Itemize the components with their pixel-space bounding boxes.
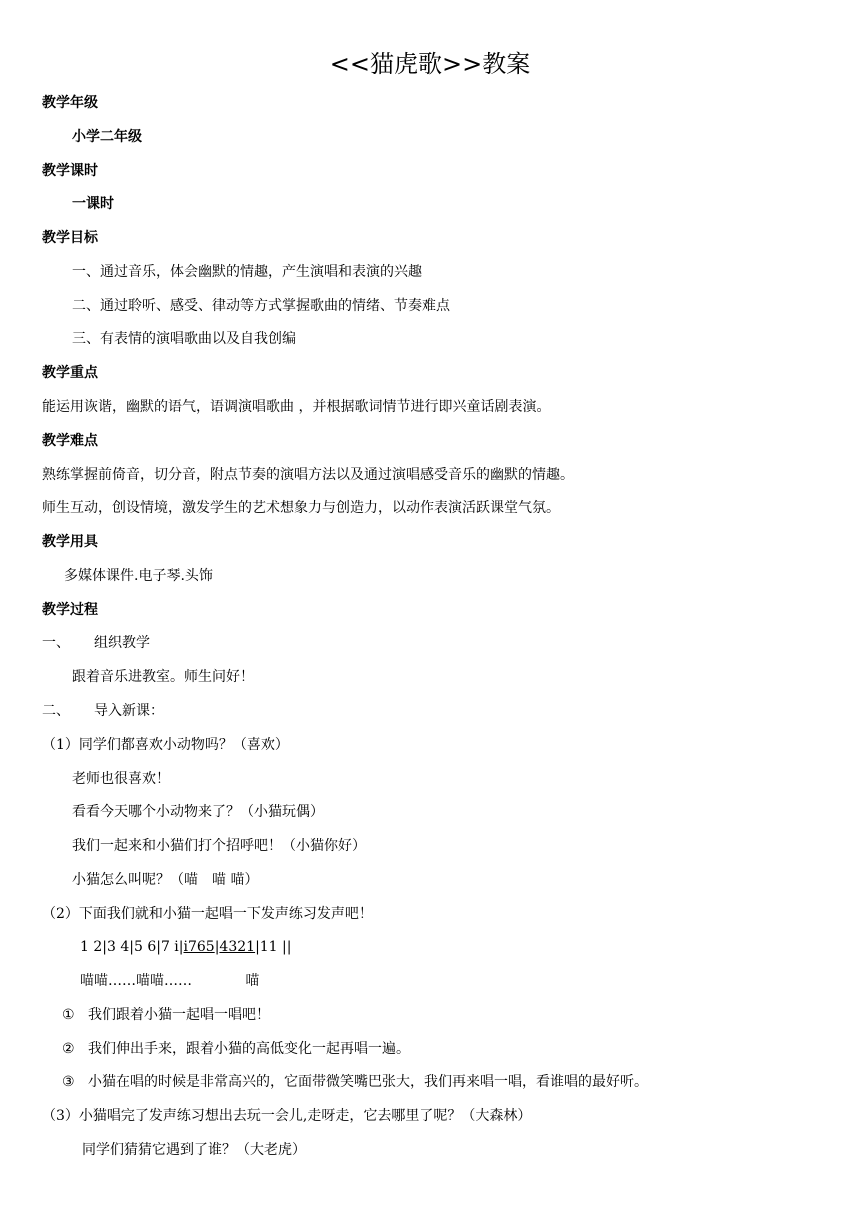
document-title: <<猫虎歌>>教案 bbox=[329, 50, 531, 78]
notation-part: 1 2|3 4|5 6|7 i| bbox=[80, 939, 184, 955]
step-label: 导入新课： bbox=[94, 703, 164, 719]
dialogue-line: 小猫怎么叫呢？（喵 喵 喵） bbox=[72, 872, 259, 888]
goals-heading: 教学目标 bbox=[42, 230, 98, 246]
goal-item: 二、通过聆听、感受、律动等方式掌握歌曲的情绪、节奏难点 bbox=[72, 298, 450, 314]
question-3: （3）小猫唱完了发声练习想出去玩一会儿,走呀走，它去哪里了呢？（大森林） bbox=[42, 1108, 532, 1124]
step-label: 组织教学 bbox=[94, 635, 150, 651]
grade-value: 小学二年级 bbox=[72, 129, 142, 145]
circled-text: 我们跟着小猫一起唱一唱吧！ bbox=[88, 1007, 270, 1023]
question-1: （1）同学们都喜欢小动物吗？（喜欢） bbox=[42, 737, 289, 753]
notation-underlined: i765 bbox=[183, 939, 215, 955]
goal-item: 一、通过音乐，体会幽默的情趣，产生演唱和表演的兴趣 bbox=[72, 264, 422, 280]
tools-text: 多媒体课件.电子琴.头饰 bbox=[64, 568, 213, 584]
key-heading: 教学重点 bbox=[42, 365, 98, 381]
step-number: 一、 bbox=[42, 635, 70, 651]
circled-text: 小猫在唱的时候是非常高兴的，它面带微笑嘴巴张大，我们再来唱一唱，看谁唱的最好听。 bbox=[88, 1074, 648, 1090]
difficulty-text: 师生互动，创设情境，激发学生的艺术想象力与创造力，以动作表演活跃课堂气氛。 bbox=[42, 500, 560, 516]
difficulty-text: 熟练掌握前倚音，切分音，附点节奏的演唱方法以及通过演唱感受音乐的幽默的情趣。 bbox=[42, 467, 574, 483]
circled-item bbox=[62, 1038, 410, 1060]
dialogue-line: 同学们猜猜它遇到了谁？（大老虎） bbox=[82, 1142, 306, 1158]
circled-number: ② bbox=[62, 1041, 75, 1057]
notation-underlined: 4321 bbox=[219, 939, 256, 955]
circled-item bbox=[62, 1004, 270, 1026]
hours-value: 一课时 bbox=[72, 196, 114, 212]
notation-part: |11 || bbox=[255, 939, 292, 955]
grade-heading: 教学年级 bbox=[42, 95, 98, 111]
process-heading: 教学过程 bbox=[42, 602, 98, 618]
process-step bbox=[42, 700, 164, 722]
circled-text: 我们伸出手来，跟着小猫的高低变化一起再唱一遍。 bbox=[88, 1041, 410, 1057]
circled-number: ③ bbox=[62, 1074, 75, 1090]
notation-line bbox=[80, 936, 291, 958]
dialogue-line: 我们一起来和小猫们打个招呼吧！（小猫你好） bbox=[72, 838, 366, 854]
question-2: （2）下面我们就和小猫一起唱一下发声练习发声吧！ bbox=[42, 906, 373, 922]
dialogue-line: 老师也很喜欢！ bbox=[72, 771, 170, 787]
key-text: 能运用诙谐，幽默的语气，语调演唱歌曲 ，并根据歌词情节进行即兴童话剧表演。 bbox=[42, 399, 551, 415]
lyric-line: 喵喵……喵喵…… 喵 bbox=[80, 973, 260, 989]
notation-part: | bbox=[214, 939, 220, 955]
dialogue-line: 看看今天哪个小动物来了？（小猫玩偶） bbox=[72, 804, 324, 820]
circled-number: ① bbox=[62, 1007, 75, 1023]
goal-item: 三、有表情的演唱歌曲以及自我创编 bbox=[72, 331, 296, 347]
difficulty-heading: 教学难点 bbox=[42, 433, 98, 449]
step-text: 跟着音乐进教室。师生问好！ bbox=[72, 669, 254, 685]
tools-heading: 教学用具 bbox=[42, 534, 98, 550]
circled-item bbox=[62, 1071, 648, 1093]
process-step bbox=[42, 632, 150, 654]
step-number: 二、 bbox=[42, 703, 70, 719]
hours-heading: 教学课时 bbox=[42, 163, 98, 179]
